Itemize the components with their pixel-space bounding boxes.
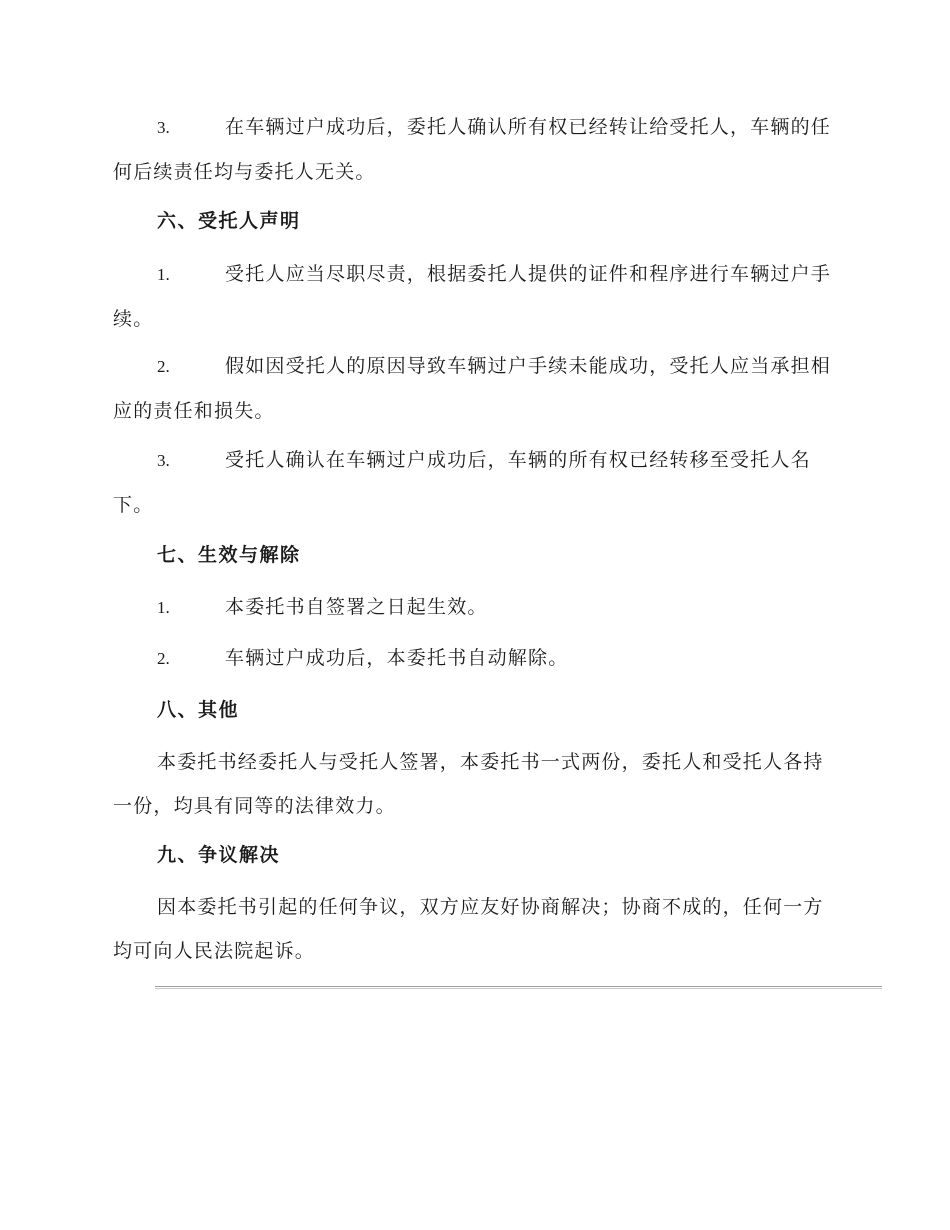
section-heading-6: 六、受托人声明 [157, 210, 301, 232]
item-text: 假如因受托人的原因导致车辆过户手续未能成功，受托人应当承担相应的责任和损失。 [113, 355, 832, 422]
sec5-item-3 [113, 105, 833, 194]
section-heading-8: 八、其他 [157, 699, 240, 721]
sec9-paragraph: 因本委托书引起的任何争议，双方应友好协商解决；协商不成的，任何一方均可向人民法院起诉。 [113, 896, 824, 962]
sec6-item-1 [113, 252, 833, 341]
sec7-item-2 [113, 636, 833, 681]
item-text: 车辆过户成功后，本委托书自动解除。 [225, 647, 569, 669]
sec8-paragraph: 本委托书经委托人与受托人签署，本委托书一式两份，委托人和受托人各持一份，均具有同等的法律效力。 [113, 751, 824, 817]
sec7-item-1 [113, 585, 833, 630]
item-number: 2. [157, 649, 170, 668]
section-heading-9: 九、争议解决 [157, 844, 281, 866]
sec6-item-2 [113, 344, 833, 433]
item-number: 3. [157, 451, 170, 470]
item-text: 在车辆过户成功后，委托人确认所有权已经转让给受托人，车辆的任何后续责任均与委托人无关。 [113, 116, 832, 183]
item-text: 本委托书自签署之日起生效。 [225, 596, 488, 618]
item-text: 受托人确认在车辆过户成功后，车辆的所有权已经转移至受托人名下。 [113, 449, 811, 516]
section-heading-7: 七、生效与解除 [157, 544, 301, 566]
item-number: 2. [157, 357, 170, 376]
sec6-item-3 [113, 438, 833, 527]
item-number: 1. [157, 265, 170, 284]
item-text: 受托人应当尽职尽责，根据委托人提供的证件和程序进行车辆过户手续。 [113, 263, 832, 330]
item-number: 1. [157, 598, 170, 617]
page-divider [155, 986, 882, 989]
item-number: 3. [157, 118, 170, 137]
